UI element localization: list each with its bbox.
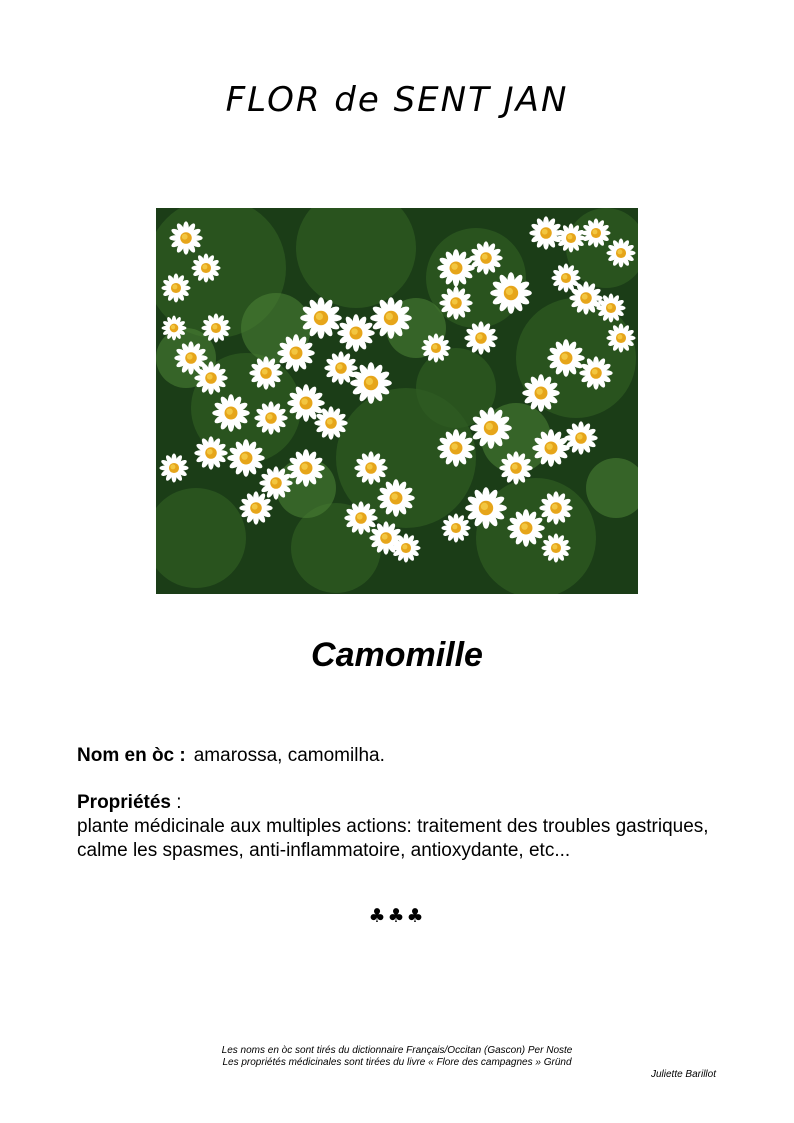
footnote-names-source: Les noms en òc sont tirés du dictionnaire Français/Occitan (Gascon) Per Noste (221, 1045, 573, 1056)
club-ornament: ♣♣♣ (368, 905, 426, 927)
occitan-name-value: amarossa, camomilha. (193, 745, 385, 766)
properties-colon: : (170, 792, 182, 813)
page-title: FLOR de SENT JAN (225, 80, 569, 120)
chamomile-illustration (156, 208, 638, 594)
chamomile-photo (156, 208, 638, 594)
properties-label: Propriétés (77, 792, 171, 813)
occitan-name-label: Nom en òc : (77, 745, 186, 766)
properties-text: plante médicinale aux multiples actions: traitement des troubles gastriques, calme les spasmes, anti-inflammatoire, antioxydante, etc... (77, 816, 709, 861)
author-name: Juliette Barillot (650, 1069, 716, 1080)
properties-heading (77, 792, 182, 814)
footnote-properties-source: Les propriétés médicinales sont tirées du livre « Flore des campagnes » Gründ (222, 1057, 572, 1068)
occitan-name-line (77, 745, 385, 767)
plant-name: Camomille (311, 636, 483, 674)
